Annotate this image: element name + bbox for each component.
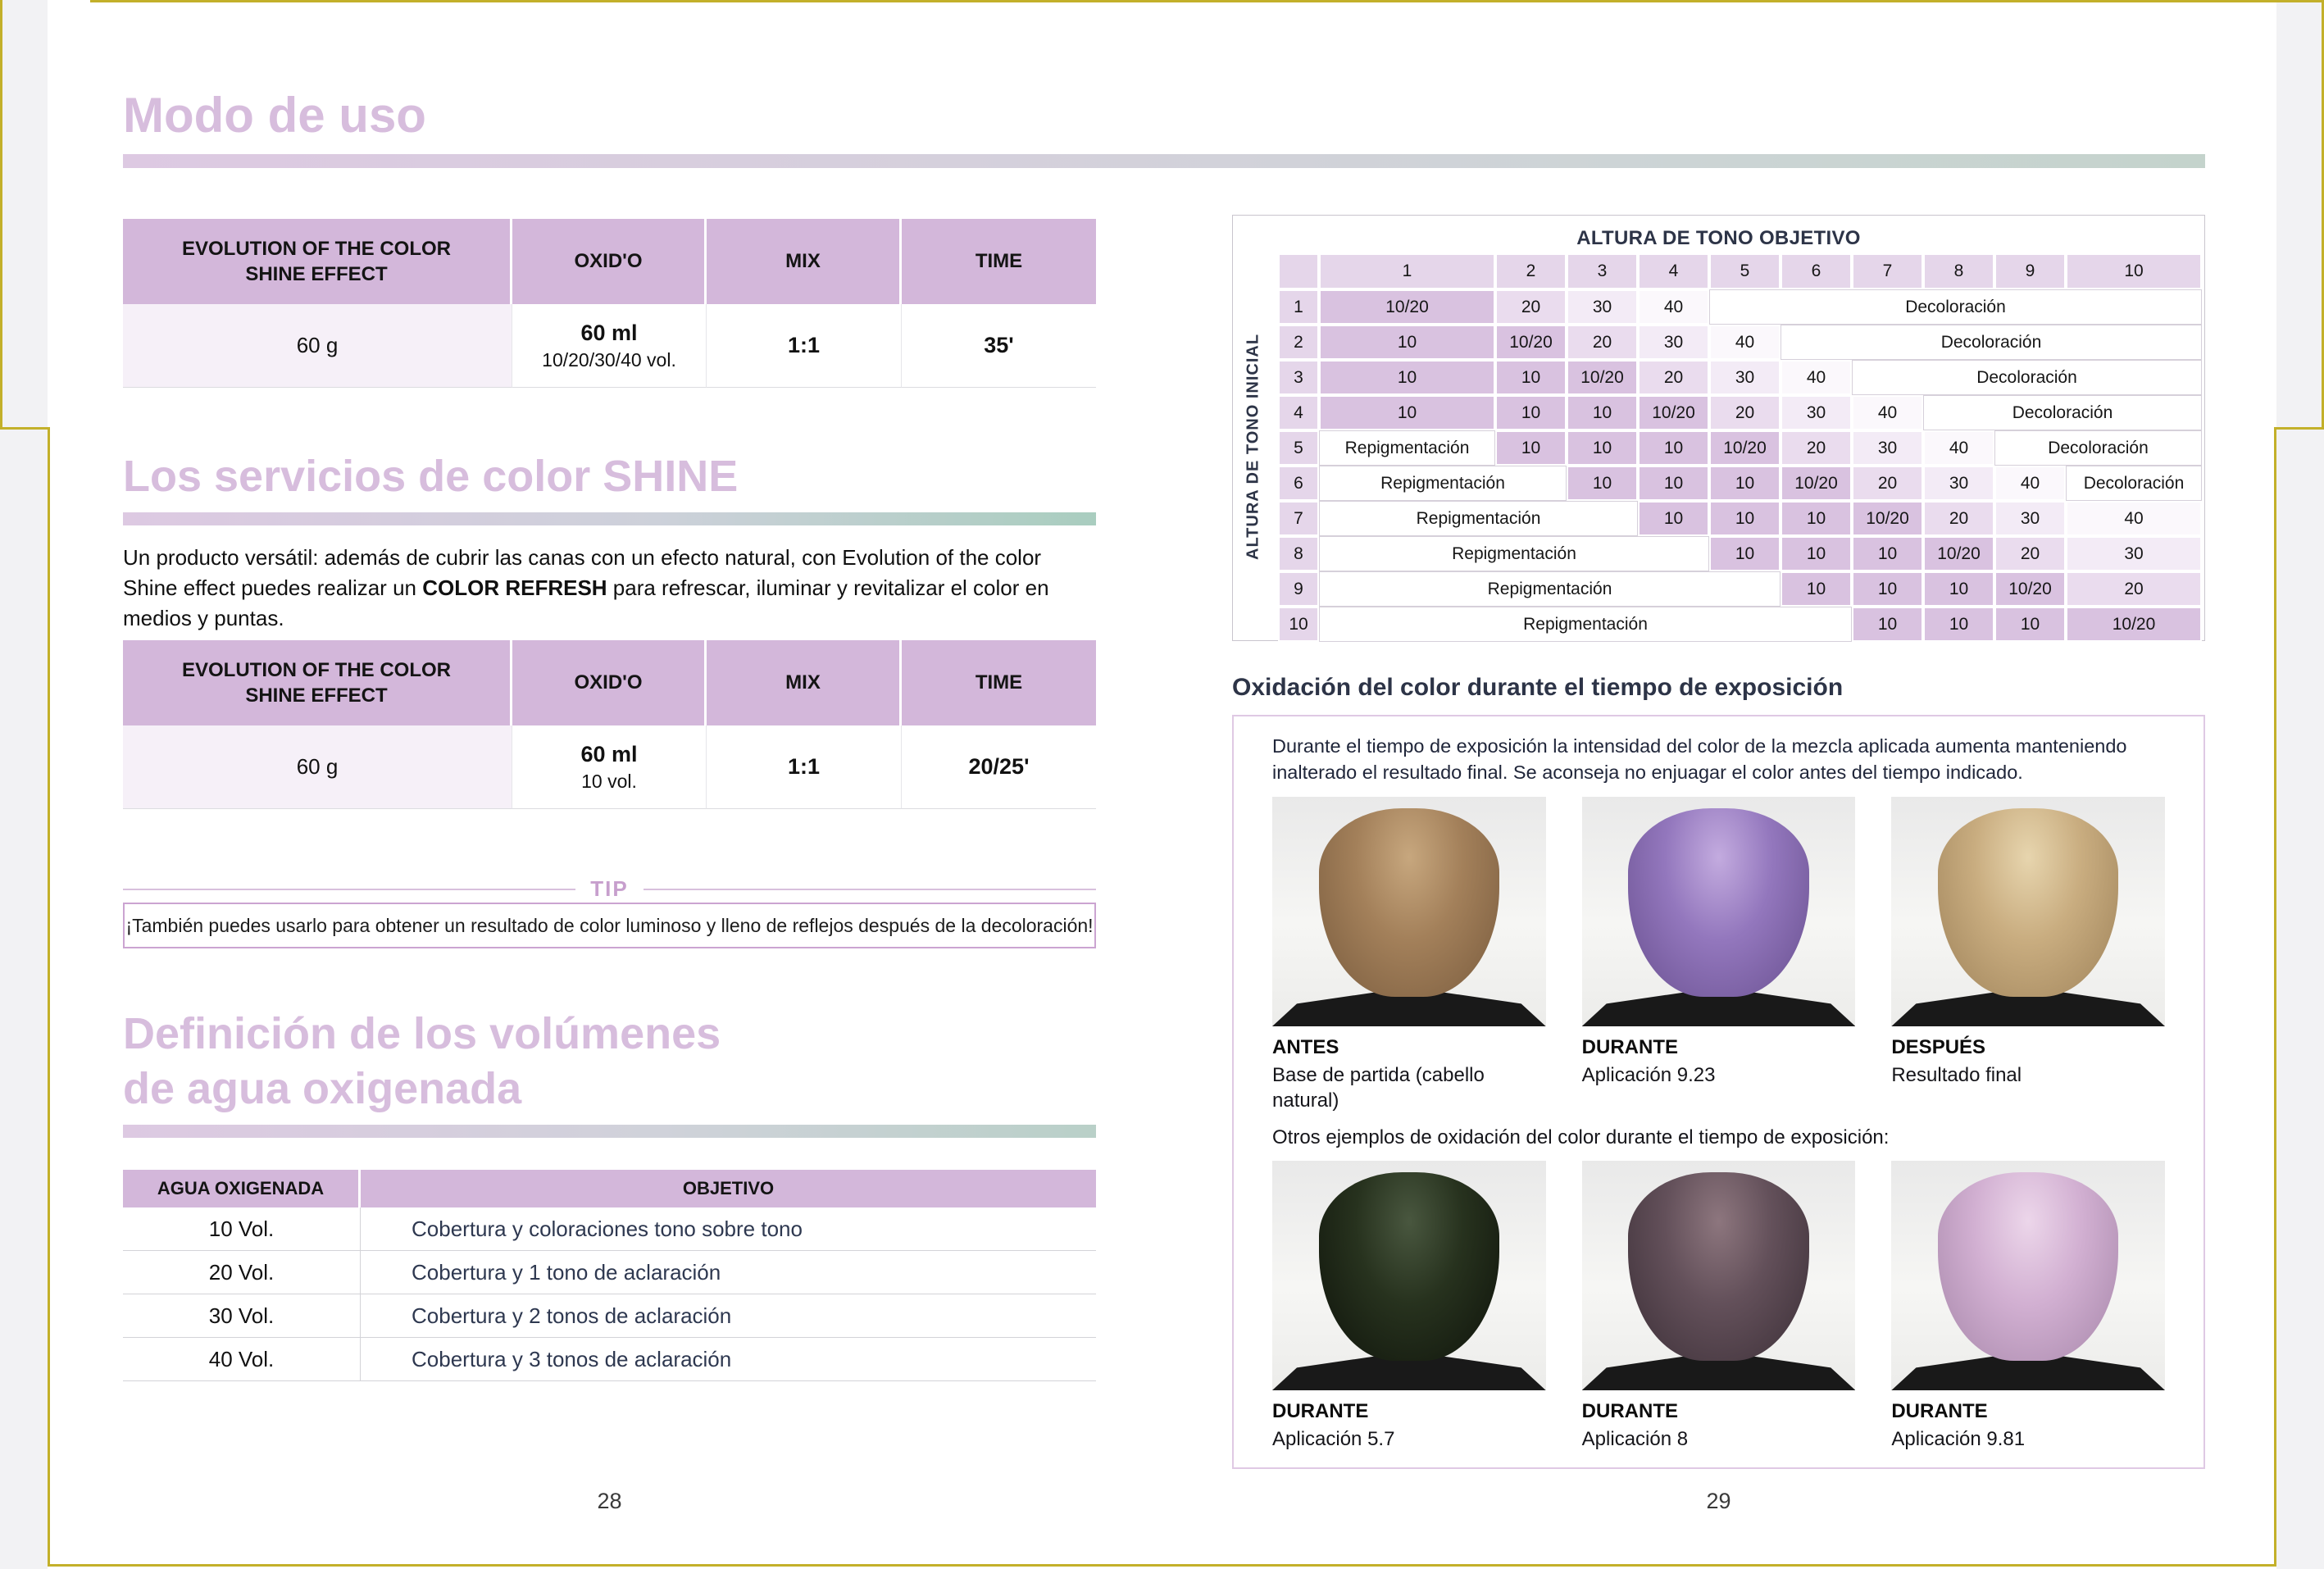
matrix-cell: Decoloración xyxy=(1994,430,2202,466)
matrix-cell: 10 xyxy=(1781,536,1852,571)
volumes-title-line2: de agua oxigenada xyxy=(123,1064,522,1113)
matrix-cell: 40 xyxy=(1638,289,1709,325)
matrix-cell: 30 xyxy=(1781,395,1852,430)
matrix-cell: 10/20 xyxy=(1319,289,1495,325)
page-number-right: 29 xyxy=(1706,1489,1731,1513)
tip-line-left xyxy=(123,889,575,890)
case-description: Resultado final xyxy=(1891,1064,2022,1086)
matrix-cell: 10 xyxy=(1638,501,1709,536)
volume-value: 20 Vol. xyxy=(123,1251,361,1294)
oxido-amount: 60 ml xyxy=(580,320,638,345)
case-card xyxy=(1582,1161,1856,1452)
tip-text: ¡También puedes usarlo para obtener un resultado de color luminoso y lleno de reflejos después de la decoloración! xyxy=(125,914,1094,936)
matrix-cell: 20 xyxy=(2066,571,2202,607)
volume-row xyxy=(123,1251,1096,1294)
frame-line-left-step xyxy=(0,427,50,430)
matrix-cell: 10/20 xyxy=(1994,571,2066,607)
matrix-cell: 10 xyxy=(1852,536,1923,571)
matrix-row-number: 1 xyxy=(1278,289,1319,325)
case-description: Aplicación 5.7 xyxy=(1272,1428,1395,1450)
oxido-volumes: 10 vol. xyxy=(581,770,637,792)
column-header-oxido: OXID'O xyxy=(512,219,707,304)
volume-value: 40 Vol. xyxy=(123,1338,361,1381)
matrix-cell: Repigmentación xyxy=(1319,430,1495,466)
page-title: Modo de uso xyxy=(123,88,426,143)
column-header-product: EVOLUTION OF THE COLOR SHINE EFFECT xyxy=(123,640,512,725)
matrix-column-header: 1 xyxy=(1319,253,1495,289)
hair-shape xyxy=(1628,808,1808,997)
right-page-edge xyxy=(2276,0,2324,1569)
matrix-cell: 30 xyxy=(1923,466,1994,501)
volume-value: 30 Vol. xyxy=(123,1294,361,1338)
hair-shape xyxy=(1319,808,1499,997)
column-header-objetivo: OBJETIVO xyxy=(361,1170,1096,1207)
mix-ratio: 1:1 xyxy=(787,333,821,357)
cell-mix xyxy=(707,304,902,388)
oxido-amount: 60 ml xyxy=(580,741,638,766)
tone-matrix-grid xyxy=(1278,253,2202,642)
spec-table-2 xyxy=(123,640,1096,809)
volumes-table xyxy=(123,1170,1096,1381)
matrix-column-header: 3 xyxy=(1567,253,1638,289)
matrix-column-header: 6 xyxy=(1781,253,1852,289)
hair-photo xyxy=(1272,1161,1546,1390)
matrix-cell: Repigmentación xyxy=(1319,501,1638,536)
matrix-cell: 20 xyxy=(1994,536,2066,571)
matrix-column-header: 2 xyxy=(1495,253,1567,289)
tip-line-right xyxy=(644,889,1096,890)
case-description: Aplicación 9.81 xyxy=(1891,1428,2026,1450)
matrix-row-number: 7 xyxy=(1278,501,1319,536)
cell-product: 60 g xyxy=(123,725,512,809)
matrix-cell: 30 xyxy=(1994,501,2066,536)
section-title-oxidation: Oxidación del color durante el tiempo de exposición xyxy=(1232,674,1844,701)
matrix-column-header: 7 xyxy=(1852,253,1923,289)
matrix-cell: 10 xyxy=(1852,607,1923,642)
cell-oxido xyxy=(512,725,707,809)
frame-line-bottom xyxy=(48,1564,2276,1567)
section-title-volumes xyxy=(123,1007,721,1116)
spec-table-1 xyxy=(123,219,1096,388)
matrix-cell: 20 xyxy=(1709,395,1781,430)
case-card xyxy=(1891,797,2165,1113)
matrix-cell: 10 xyxy=(1638,466,1709,501)
cell-time xyxy=(902,304,1096,388)
matrix-column-header: 8 xyxy=(1923,253,1994,289)
column-header-oxido: OXID'O xyxy=(512,640,707,725)
matrix-cell: 30 xyxy=(1567,289,1638,325)
examples-label: Otros ejemplos de oxidación del color durante el tiempo de exposición: xyxy=(1272,1126,1890,1148)
gradient-divider-top xyxy=(123,154,2205,168)
matrix-column-header: 10 xyxy=(2066,253,2202,289)
volume-objective: Cobertura y 2 tonos de aclaración xyxy=(361,1294,1096,1338)
matrix-cell: 10/20 xyxy=(1852,501,1923,536)
matrix-cell: 10 xyxy=(1319,360,1495,395)
matrix-cell: Repigmentación xyxy=(1319,466,1567,501)
matrix-cell: 10 xyxy=(1781,571,1852,607)
matrix-cell: 20 xyxy=(1638,360,1709,395)
page-number-left: 28 xyxy=(597,1489,622,1513)
spec-table-2-row xyxy=(123,725,1096,809)
mix-ratio: 1:1 xyxy=(787,754,821,779)
matrix-cell: 20 xyxy=(1781,430,1852,466)
volume-objective: Cobertura y 3 tonos de aclaración xyxy=(361,1338,1096,1381)
matrix-cell: 10 xyxy=(1495,430,1567,466)
matrix-cell: Repigmentación xyxy=(1319,536,1709,571)
column-header-mix: MIX xyxy=(707,219,902,304)
tip-separator xyxy=(123,876,1096,902)
matrix-row-number: 4 xyxy=(1278,395,1319,430)
matrix-column-header: 5 xyxy=(1709,253,1781,289)
case-card xyxy=(1582,797,1856,1113)
volumes-table-body xyxy=(123,1207,1096,1381)
matrix-cell: 30 xyxy=(1709,360,1781,395)
matrix-cell: 20 xyxy=(1852,466,1923,501)
case-description: Aplicación 9.23 xyxy=(1581,1064,1716,1086)
frame-line-top xyxy=(90,0,2324,2)
spec-table-1-row xyxy=(123,304,1096,388)
spec-table-2-header xyxy=(123,640,1096,725)
gradient-divider-volumes xyxy=(123,1125,1096,1138)
case-stage-label: DURANTE xyxy=(1891,1400,1988,1422)
volume-value: 10 Vol. xyxy=(123,1207,361,1251)
matrix-cell: 10 xyxy=(1994,607,2066,642)
column-header-time: TIME xyxy=(902,640,1096,725)
matrix-cell: 40 xyxy=(1781,360,1852,395)
paragraph-text-end: para refrescar, iluminar y revitalizar el color en medios y puntas. xyxy=(123,575,1049,630)
matrix-cell: Decoloración xyxy=(1781,325,2202,360)
hair-photo xyxy=(1272,797,1546,1026)
matrix-row-number: 9 xyxy=(1278,571,1319,607)
matrix-cell: 10/20 xyxy=(1923,536,1994,571)
matrix-cell: 10/20 xyxy=(1709,430,1781,466)
cell-time xyxy=(902,725,1096,809)
matrix-cell: 10 xyxy=(1781,501,1852,536)
case-row-1 xyxy=(1272,797,2165,1113)
case-stage-label: DURANTE xyxy=(1272,1400,1369,1422)
matrix-row-number: 6 xyxy=(1278,466,1319,501)
case-stage-label: DURANTE xyxy=(1581,1400,1678,1422)
hair-photo xyxy=(1582,797,1856,1026)
matrix-cell: 40 xyxy=(1709,325,1781,360)
matrix-row-number: 2 xyxy=(1278,325,1319,360)
matrix-row-number: 8 xyxy=(1278,536,1319,571)
frame-line-right-inner xyxy=(2274,427,2276,1567)
matrix-column-header: 4 xyxy=(1638,253,1709,289)
cell-product: 60 g xyxy=(123,304,512,388)
frame-line-left-outer xyxy=(0,0,2,430)
matrix-cell: 10/20 xyxy=(1567,360,1638,395)
matrix-row-number: 5 xyxy=(1278,430,1319,466)
matrix-cell: 10 xyxy=(1319,395,1495,430)
cell-oxido xyxy=(512,304,707,388)
matrix-cell: Decoloración xyxy=(1923,395,2202,430)
oxidation-intro: Durante el tiempo de exposición la intensidad del color de la mezcla aplicada aumenta manteniendo inalterado el resultado final. Se aconseja no enjuagar el color antes del tiempo indicado. xyxy=(1272,735,2127,783)
matrix-cell: 20 xyxy=(1923,501,1994,536)
frame-line-left-inner xyxy=(48,427,50,1567)
tip-box xyxy=(123,903,1096,948)
matrix-cell: 30 xyxy=(1852,430,1923,466)
matrix-cell: 20 xyxy=(1495,289,1567,325)
column-header-mix: MIX xyxy=(707,640,902,725)
matrix-column-header: 9 xyxy=(1994,253,2066,289)
matrix-row-number: 10 xyxy=(1278,607,1319,642)
case-card xyxy=(1891,1161,2165,1452)
matrix-cell: 40 xyxy=(1923,430,1994,466)
matrix-cell: 10 xyxy=(1495,395,1567,430)
matrix-cell: Decoloración xyxy=(1852,360,2202,395)
matrix-cell: 40 xyxy=(1852,395,1923,430)
matrix-cell: 10 xyxy=(1567,395,1638,430)
matrix-row-number: 3 xyxy=(1278,360,1319,395)
matrix-cell: 10/20 xyxy=(2066,607,2202,642)
matrix-cell: 30 xyxy=(1638,325,1709,360)
time-value: 20/25' xyxy=(968,754,1030,779)
time-value: 35' xyxy=(984,333,1014,357)
matrix-cell: 10 xyxy=(1567,466,1638,501)
case-card xyxy=(1272,1161,1546,1452)
case-description: Base de partida (cabello natural) xyxy=(1272,1064,1485,1112)
matrix-cell: Repigmentación xyxy=(1319,571,1781,607)
matrix-cell: 10/20 xyxy=(1495,325,1567,360)
matrix-cell: 40 xyxy=(2066,501,2202,536)
matrix-cell: Decoloración xyxy=(1709,289,2202,325)
paragraph-text: Un producto versátil: además de cubrir las canas con un efecto natural, con Evolution of the color Shine effect puedes realizar un xyxy=(123,545,1042,600)
matrix-cell: 10 xyxy=(1923,607,1994,642)
matrix-cell: 10 xyxy=(1319,325,1495,360)
matrix-cell: 10 xyxy=(1709,501,1781,536)
tone-matrix-box xyxy=(1232,215,2205,641)
services-paragraph xyxy=(123,543,1094,634)
matrix-cell: 20 xyxy=(1567,325,1638,360)
paragraph-bold: COLOR REFRESH xyxy=(422,575,607,600)
oxidation-box xyxy=(1232,715,2205,1469)
case-row-2 xyxy=(1272,1161,2165,1452)
hair-shape xyxy=(1938,808,2118,997)
hair-shape xyxy=(1319,1172,1499,1361)
case-stage-label: DURANTE xyxy=(1581,1036,1678,1058)
matrix-cell: 10/20 xyxy=(1781,466,1852,501)
column-header-product: EVOLUTION OF THE COLOR SHINE EFFECT xyxy=(123,219,512,304)
hair-photo xyxy=(1582,1161,1856,1390)
volume-objective: Cobertura y 1 tono de aclaración xyxy=(361,1251,1096,1294)
oxido-volumes: 10/20/30/40 vol. xyxy=(542,348,676,371)
case-card xyxy=(1272,797,1546,1113)
volume-row xyxy=(123,1207,1096,1251)
left-page-edge xyxy=(0,0,48,1569)
matrix-cell: 30 xyxy=(2066,536,2202,571)
hair-photo xyxy=(1891,1161,2165,1390)
case-description: Aplicación 8 xyxy=(1581,1428,1689,1450)
frame-line-right-step xyxy=(2274,427,2324,430)
matrix-cell: 10 xyxy=(1852,571,1923,607)
case-stage-label: DESPUÉS xyxy=(1891,1036,1986,1058)
volume-row xyxy=(123,1338,1096,1381)
hair-shape xyxy=(1938,1172,2118,1361)
volumes-title-line1: Definición de los volúmenes xyxy=(123,1009,721,1058)
matrix-column-title: ALTURA DE TONO OBJETIVO xyxy=(1576,227,1861,249)
spec-table-1-header xyxy=(123,219,1096,304)
hair-photo xyxy=(1891,797,2165,1026)
column-header-time: TIME xyxy=(902,219,1096,304)
column-header-agua-oxigenada: AGUA OXIGENADA xyxy=(123,1170,361,1207)
matrix-cell: Repigmentación xyxy=(1319,607,1852,642)
matrix-row-title: ALTURA DE TONO INICIAL xyxy=(1244,333,1262,561)
matrix-cell: 10 xyxy=(1709,536,1781,571)
matrix-cell: 10/20 xyxy=(1638,395,1709,430)
matrix-cell: 10 xyxy=(1495,360,1567,395)
matrix-cell: 10 xyxy=(1638,430,1709,466)
matrix-corner-cell xyxy=(1278,253,1319,289)
tip-label: TIP xyxy=(590,876,629,901)
matrix-cell: 40 xyxy=(1994,466,2066,501)
matrix-cell: Decoloración xyxy=(2066,466,2202,501)
hair-shape xyxy=(1628,1172,1808,1361)
cell-mix xyxy=(707,725,902,809)
gradient-divider-services xyxy=(123,512,1096,525)
volume-objective: Cobertura y coloraciones tono sobre tono xyxy=(361,1207,1096,1251)
matrix-cell: 10 xyxy=(1567,430,1638,466)
volume-row xyxy=(123,1294,1096,1338)
section-title-services: Los servicios de color SHINE xyxy=(123,452,739,501)
volumes-table-header xyxy=(123,1170,1096,1207)
matrix-cell: 10 xyxy=(1709,466,1781,501)
matrix-cell: 10 xyxy=(1923,571,1994,607)
case-stage-label: ANTES xyxy=(1272,1036,1339,1058)
